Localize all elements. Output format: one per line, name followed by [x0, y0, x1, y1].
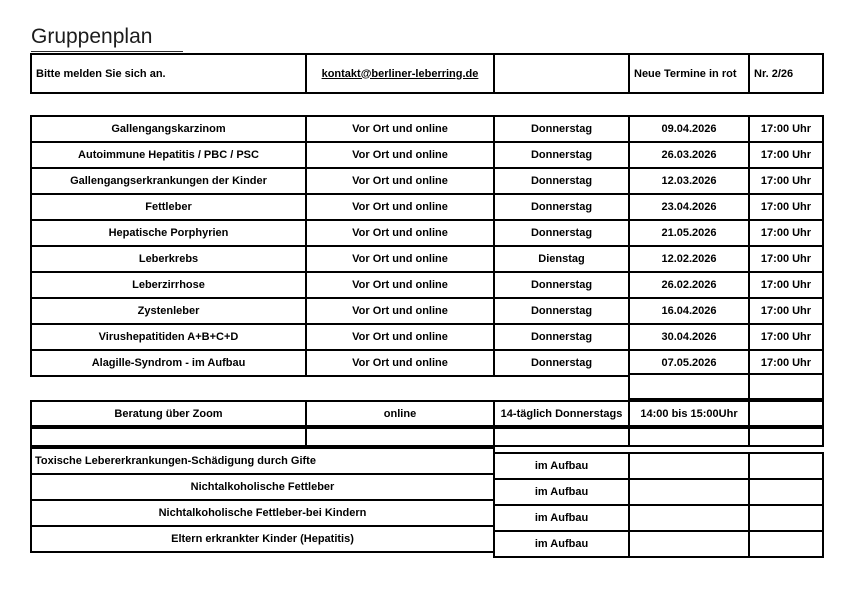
weekday-cell: Donnerstag: [494, 194, 629, 220]
time-cell: 17:00 Uhr: [749, 298, 823, 324]
date-cell: 26.02.2026: [629, 272, 749, 298]
aufbau-status-row: [494, 453, 823, 479]
weekday-cell: Dienstag: [494, 246, 629, 272]
date-cell: 07.05.2026: [629, 350, 749, 376]
issue-number: Nr. 2/26: [749, 54, 823, 93]
aufbau-empty-time-cell: [749, 531, 823, 557]
mode-cell: Vor Ort und online: [306, 194, 494, 220]
table-row: [31, 298, 823, 324]
weekday-cell: Donnerstag: [494, 168, 629, 194]
zoom-topic-cell: Beratung über Zoom: [31, 401, 306, 426]
aufbau-empty-date-cell: [629, 479, 749, 505]
mode-cell: Vor Ort und online: [306, 350, 494, 376]
time-cell: 17:00 Uhr: [749, 324, 823, 350]
aufbau-topic-cell: Nichtalkoholische Fettleber: [31, 474, 494, 500]
group-topic-cell: Fettleber: [31, 194, 306, 220]
group-topic-cell: Gallengangskarzinom: [31, 116, 306, 142]
time-cell: 17:00 Uhr: [749, 272, 823, 298]
table-row: [31, 272, 823, 298]
zoom-frequency-cell: 14-täglich Donnerstags: [494, 401, 629, 426]
aufbau-status-cell: im Aufbau: [494, 479, 629, 505]
date-cell: 26.03.2026: [629, 142, 749, 168]
aufbau-status-cell: im Aufbau: [494, 453, 629, 479]
table-row: [31, 116, 823, 142]
aufbau-status-row: [494, 505, 823, 531]
date-cell: 23.04.2026: [629, 194, 749, 220]
aufbau-status-cell: im Aufbau: [494, 531, 629, 557]
date-cell: 30.04.2026: [629, 324, 749, 350]
aufbau-topic-cell: Eltern erkrankter Kinder (Hepatitis): [31, 526, 494, 552]
zoom-consultation-row: [31, 401, 823, 426]
group-topic-cell: Alagille-Syndrom - im Aufbau: [31, 350, 306, 376]
table-row: [31, 168, 823, 194]
time-cell: 17:00 Uhr: [749, 220, 823, 246]
table-row: [31, 142, 823, 168]
zoom-time-cell: 14:00 bis 15:00Uhr: [629, 401, 749, 426]
schedule-table: [30, 115, 824, 377]
date-cell: 21.05.2026: [629, 220, 749, 246]
table-row: [31, 246, 823, 272]
table-row: [31, 324, 823, 350]
aufbau-empty-date-cell: [629, 531, 749, 557]
mode-cell: Vor Ort und online: [306, 324, 494, 350]
group-topic-cell: Leberzirrhose: [31, 272, 306, 298]
spacer-cell-4: [629, 428, 749, 446]
weekday-cell: Donnerstag: [494, 324, 629, 350]
aufbau-status-row: [494, 531, 823, 557]
zoom-consultation-table: [30, 400, 824, 427]
empty-spacer-table: [30, 427, 824, 447]
mode-cell: Vor Ort und online: [306, 220, 494, 246]
weekday-cell: Donnerstag: [494, 220, 629, 246]
mode-cell: Vor Ort und online: [306, 142, 494, 168]
aufbau-status-table: [493, 452, 824, 558]
aufbau-topic-cell: Toxische Lebererkrankungen-Schädigung durch Gifte: [31, 448, 494, 474]
time-cell: 17:00 Uhr: [749, 246, 823, 272]
mode-cell: Vor Ort und online: [306, 272, 494, 298]
time-cell: 17:00 Uhr: [749, 142, 823, 168]
spacer-cell-2: [306, 428, 494, 446]
aufbau-empty-date-cell: [629, 453, 749, 479]
signup-note: Bitte melden Sie sich an.: [31, 54, 306, 93]
aufbau-empty-time-cell: [749, 505, 823, 531]
weekday-cell: Donnerstag: [494, 272, 629, 298]
group-topic-cell: Hepatische Porphyrien: [31, 220, 306, 246]
weekday-cell: Donnerstag: [494, 298, 629, 324]
time-cell: 17:00 Uhr: [749, 350, 823, 376]
empty-spacer-row: [31, 428, 823, 446]
empty-continuation-table: [628, 373, 824, 400]
group-topic-cell: Autoimmune Hepatitis / PBC / PSC: [31, 142, 306, 168]
group-topic-cell: Zystenleber: [31, 298, 306, 324]
spacer-cell-3: [494, 428, 629, 446]
empty-time-cell: [749, 374, 823, 399]
weekday-cell: Donnerstag: [494, 142, 629, 168]
contact-email-link[interactable]: kontakt@berliner-leberring.de: [306, 54, 494, 93]
spacer-cell-1: [31, 428, 306, 446]
empty-date-cell: [629, 374, 749, 399]
mode-cell: Vor Ort und online: [306, 298, 494, 324]
aufbau-empty-time-cell: [749, 453, 823, 479]
weekday-cell: Donnerstag: [494, 350, 629, 376]
aufbau-status-cell: im Aufbau: [494, 505, 629, 531]
spacer-cell-5: [749, 428, 823, 446]
header-empty-cell: [494, 54, 629, 93]
empty-continuation-row: [629, 374, 823, 399]
aufbau-topic-row: [31, 474, 494, 500]
aufbau-topics-table: [30, 447, 495, 553]
mode-cell: Vor Ort und online: [306, 168, 494, 194]
header-table: [30, 53, 824, 94]
time-cell: 17:00 Uhr: [749, 194, 823, 220]
aufbau-topic-row: [31, 448, 494, 474]
zoom-mode-cell: online: [306, 401, 494, 426]
aufbau-topic-row: [31, 500, 494, 526]
date-cell: 12.02.2026: [629, 246, 749, 272]
page-title: Gruppenplan: [31, 25, 183, 52]
weekday-cell: Donnerstag: [494, 116, 629, 142]
aufbau-topic-row: [31, 526, 494, 552]
zoom-empty-cell: [749, 401, 823, 426]
aufbau-status-row: [494, 479, 823, 505]
mode-cell: Vor Ort und online: [306, 246, 494, 272]
new-dates-notice: Neue Termine in rot: [629, 54, 749, 93]
table-row: [31, 220, 823, 246]
date-cell: 12.03.2026: [629, 168, 749, 194]
group-topic-cell: Virushepatitiden A+B+C+D: [31, 324, 306, 350]
header-row: [31, 54, 823, 93]
aufbau-empty-date-cell: [629, 505, 749, 531]
date-cell: 09.04.2026: [629, 116, 749, 142]
time-cell: 17:00 Uhr: [749, 116, 823, 142]
aufbau-empty-time-cell: [749, 479, 823, 505]
aufbau-topic-cell: Nichtalkoholische Fettleber-bei Kindern: [31, 500, 494, 526]
time-cell: 17:00 Uhr: [749, 168, 823, 194]
group-topic-cell: Leberkrebs: [31, 246, 306, 272]
mode-cell: Vor Ort und online: [306, 116, 494, 142]
group-topic-cell: Gallengangserkrankungen der Kinder: [31, 168, 306, 194]
date-cell: 16.04.2026: [629, 298, 749, 324]
table-row: [31, 194, 823, 220]
